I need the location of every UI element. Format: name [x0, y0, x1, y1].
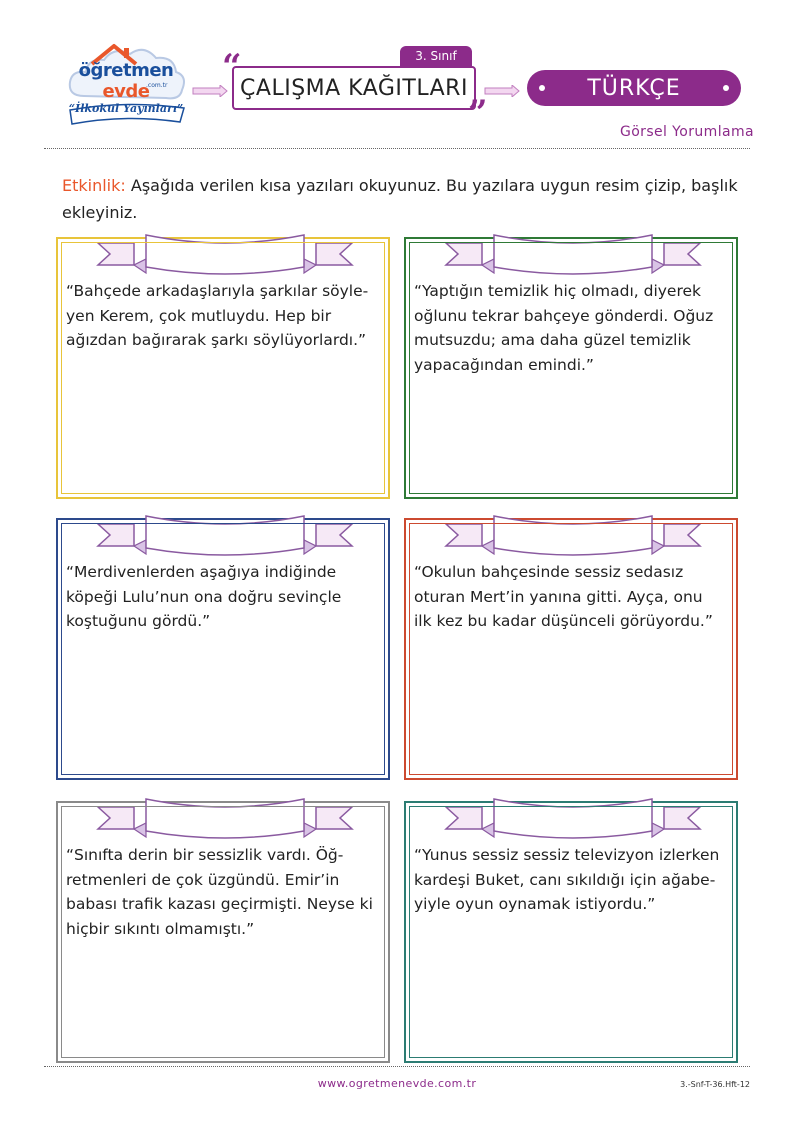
worksheet-title-box	[232, 66, 476, 110]
logo-wordmark: öğretmen evde	[78, 60, 174, 102]
footer-code: 3.-Snf-T-36.Hft-12	[680, 1080, 750, 1089]
logo-subtitle: “İlkokul Yayınları”	[68, 102, 184, 115]
publisher-logo	[62, 38, 190, 130]
activity-label: Etkinlik:	[62, 176, 126, 195]
story-text: “Merdivenlerden aşağıya indiğinde köpeği Lulu’nun ona doğru sevinçle koştuğunu gördü.”	[66, 563, 342, 630]
open-quote-mark: “	[222, 47, 242, 87]
story-text: “Yaptığın temizlik hiç olmadı, diyerek oğlunu tekrar bahçeye gönderdi. Oğuz mutsuzdu; ama daha güzel temizlik yapacağından emindi.”	[414, 282, 714, 374]
header-divider	[44, 148, 750, 149]
logo-domain: .com.tr	[146, 82, 168, 89]
subject-label: TÜRKÇE	[587, 75, 681, 101]
story-card	[404, 518, 738, 780]
bullet-dot-icon	[539, 85, 545, 91]
story-card	[56, 237, 390, 499]
ribbon-banner-icon[interactable]	[442, 221, 704, 283]
ribbon-banner-icon[interactable]	[442, 785, 704, 847]
close-quote-mark: ”	[468, 93, 488, 133]
activity-text: Aşağıda verilen kısa yazıları okuyunuz. Bu yazılara uygun resim çizip, başlık ekleyiniz.	[62, 176, 738, 222]
story-text: “Bahçede arkadaşlarıyla şarkılar söyle- yen Kerem, çok mutluydu. Hep bir ağızdan bağırarak şarkı söylüyorlardı.”	[66, 282, 369, 349]
ribbon-banner-icon[interactable]	[442, 502, 704, 564]
worksheet-title: ÇALIŞMA KAĞITLARI	[240, 75, 468, 101]
ribbon-banner-icon[interactable]	[94, 221, 356, 283]
ribbon-banner-icon[interactable]	[94, 502, 356, 564]
ribbon-banner-icon[interactable]	[94, 785, 356, 847]
topic-label: Görsel Yorumlama	[619, 124, 754, 140]
story-card	[56, 518, 390, 780]
subject-pill	[527, 70, 741, 106]
bullet-dot-icon	[723, 85, 729, 91]
story-card	[404, 801, 738, 1063]
story-text: “Yunus sessiz sessiz televizyon izlerken kardeşi Buket, canı sıkıldığı için ağabe- yiyle oyun oynamak istiyordu.”	[414, 846, 720, 913]
activity-instruction	[62, 172, 738, 226]
story-text: “Okulun bahçesinde sessiz sedasız oturan Mert’in yanına gitti. Ayça, onu ilk kez bu kadar düşünceli görüyordu.”	[414, 563, 713, 630]
story-card	[404, 237, 738, 499]
footer-divider	[44, 1066, 750, 1067]
grade-tab: 3. Sınıf	[400, 46, 472, 66]
story-card	[56, 801, 390, 1063]
footer-url[interactable]: www.ogretmenevde.com.tr	[317, 1077, 477, 1090]
arrow-right-icon	[484, 82, 520, 94]
story-text: “Sınıfta derin bir sessizlik vardı. Öğ- retmenleri de çok üzgündü. Emir’in babası trafik kazası geçirmişti. Neyse ki hiçbir sıkıntı olmamıştı.”	[66, 846, 373, 938]
